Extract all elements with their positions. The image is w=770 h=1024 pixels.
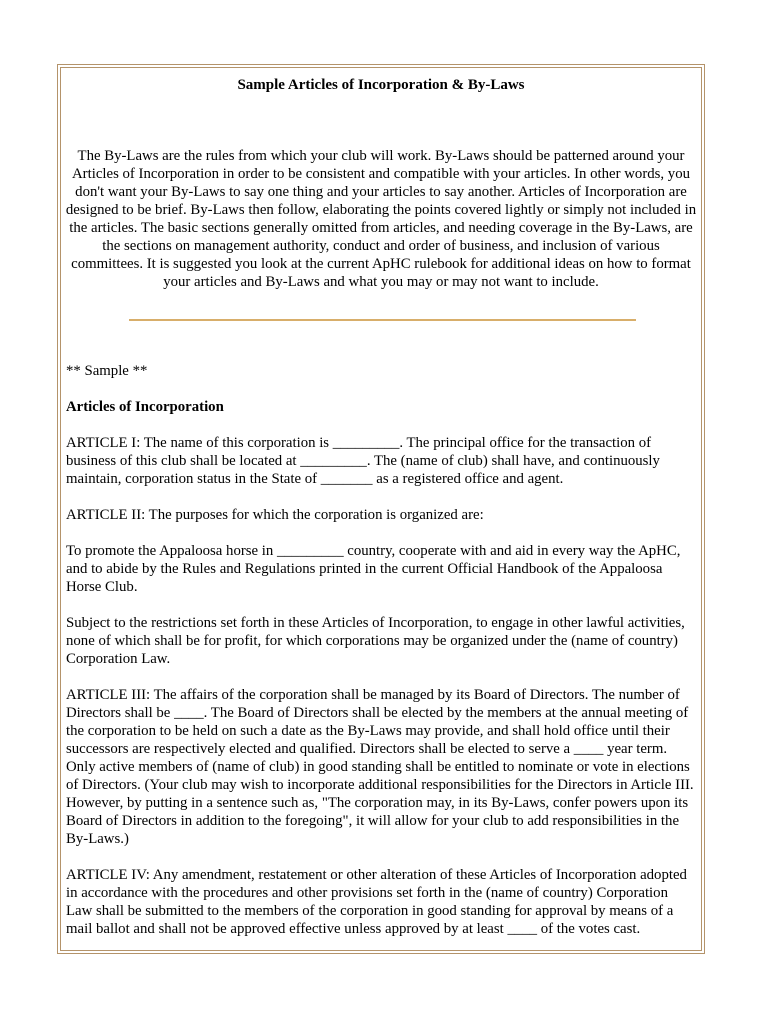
horizontal-rule [129, 319, 636, 321]
purpose-paragraph-2: Subject to the restrictions set forth in these Articles of Incorporation, to engage in other lawful activities, none of which shall be for profit, for which corporations may be organized under the (name of country) Corporation Law. [66, 615, 685, 667]
article-1-paragraph: ARTICLE I: The name of this corporation is _________. The principal office for the transaction of business of this club shall be located at _________. The (name of club) shall have, and continuously maintain, corporation status in the State of _______ as a registered office and agent. [66, 435, 660, 487]
section-heading: Articles of Incorporation [66, 399, 224, 415]
document-title: Sample Articles of Incorporation & By-Laws [237, 77, 525, 93]
sample-label: ** Sample ** [66, 363, 148, 379]
intro-paragraph: The By-Laws are the rules from which your club will work. By-Laws should be patterned around your Articles of Incorporation in order to be consistent and compatible with your articles. In other words, you don't want your By-Laws to say one thing and your articles to say another. Articles of Incorporation are designed to be brief. By-Laws then follow, elaborating the points covered lightly or simply not included in the articles. The basic sections generally omitted from articles, and needing coverage in the By-Laws, are the sections on management authority, conduct and order of business, and inclusion of various committees. It is suggested you look at the current ApHC rulebook for additional ideas on how to format your articles and By-Laws and what you may or may not want to include. [65, 148, 697, 290]
document-frame-inner [60, 67, 702, 951]
article-4-paragraph: ARTICLE IV: Any amendment, restatement or other alteration of these Articles of Incorporation adopted in accordance with the procedures and other provisions set forth in the (name of country) Corporation Law shall be submitted to the members of the corporation in good standing for approval by means of a mail ballot and shall not be approved effective unless approved by at least ____ of the votes cast. [66, 867, 687, 937]
document-body [66, 362, 697, 951]
document-frame [57, 64, 705, 954]
article-2-paragraph: ARTICLE II: The purposes for which the corporation is organized are: [66, 507, 484, 523]
purpose-paragraph-1: To promote the Appaloosa horse in _________ country, cooperate with and aid in every way the ApHC, and to abide by the Rules and Regulations printed in the current Official Handbook of the Appaloosa Horse Club. [66, 543, 681, 595]
article-3-paragraph: ARTICLE III: The affairs of the corporation shall be managed by its Board of Directors. The number of Directors shall be ____. The Board of Directors shall be elected by the members at the annual meeting of the corporation to be held on such a date as the By-Laws may provide, and shall hold office until their successors are respectively elected and qualified. Directors shall be elected to serve a ____ year term. Only active members of (name of club) in good standing shall be entitled to nominate or vote in elections of Directors. (Your club may wish to incorporate additional responsibilities for the Directors in Article III. However, by putting in a sentence such as, "The corporation may, in its By-Laws, confer powers upon its Board of Directors in addition to the foregoing", it will allow for your club to add responsibilities in the By-Laws.) [66, 687, 694, 847]
